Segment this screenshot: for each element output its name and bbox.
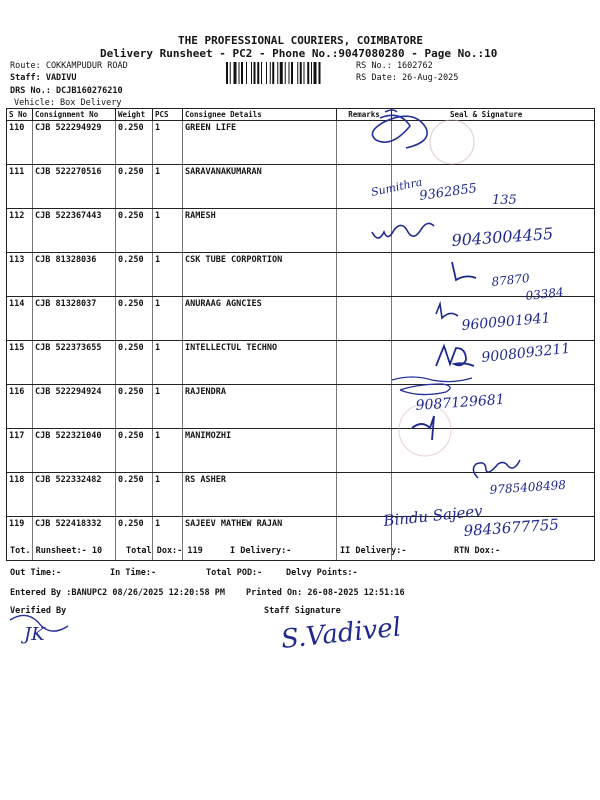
- col-sno: S No: [7, 109, 33, 121]
- row-sno: 119: [7, 517, 33, 561]
- row-remarks: [337, 121, 392, 165]
- barcode-bar: [272, 62, 274, 84]
- table-row: [7, 165, 595, 209]
- row-consignment: CJB 522373655: [33, 341, 116, 385]
- table-row: [7, 297, 595, 341]
- row-weight: 0.250: [116, 297, 153, 341]
- barcode-bar: [277, 62, 278, 84]
- hw-r111-phone: 9362855: [418, 181, 478, 204]
- row-consignee: GREEN LIFE: [183, 121, 337, 165]
- barcode-bar: [300, 62, 302, 84]
- rtn-dox: RTN Dox:-: [454, 546, 501, 556]
- row-consignee: RAJENDRA: [183, 385, 337, 429]
- row-seal-signature: [392, 473, 595, 517]
- row-remarks: [337, 253, 392, 297]
- table-row: [7, 253, 595, 297]
- hw-r113-numbers2: 03384: [524, 285, 565, 303]
- row-pcs: 1: [153, 429, 183, 473]
- company-title: THE PROFESSIONAL COURIERS, COIMBATORE: [178, 34, 424, 47]
- row-consignee: ANURAAG AGNCIES: [183, 297, 337, 341]
- row-sno: 113: [7, 253, 33, 297]
- barcode-bar: [257, 62, 259, 84]
- row-seal-signature: [392, 209, 595, 253]
- row-weight: 0.250: [116, 517, 153, 561]
- row-weight: 0.250: [116, 253, 153, 297]
- col-signature: Seal & Signature: [392, 109, 595, 121]
- row-consignee: RS ASHER: [183, 473, 337, 517]
- row-sno: 111: [7, 165, 33, 209]
- hw-r112-phone: 9043004455: [450, 223, 554, 250]
- row-consignment: CJB 522321040: [33, 429, 116, 473]
- row-pcs: 1: [153, 165, 183, 209]
- barcode-bar: [270, 62, 271, 84]
- row-remarks: [337, 341, 392, 385]
- row-consignment: CJB 81328036: [33, 253, 116, 297]
- barcode-bar: [285, 62, 286, 84]
- barcode-bar: [254, 62, 256, 84]
- barcode-bar: [280, 62, 283, 84]
- barcode-bar: [261, 62, 262, 84]
- barcode-bar: [307, 62, 309, 84]
- table-header-row: [7, 109, 595, 121]
- tot-runsheet: Tot. Runsheet:- 10: [10, 546, 103, 556]
- verified-signature-ink: JK: [24, 624, 45, 645]
- row-pcs: 1: [153, 253, 183, 297]
- row-consignment: CJB 522294924: [33, 385, 116, 429]
- row-sno: 118: [7, 473, 33, 517]
- total-dox: Total Dox:- 119: [126, 546, 203, 556]
- row-remarks: [337, 165, 392, 209]
- total-pod: Total POD:-: [206, 568, 263, 578]
- row-consignment: CJB 522294929: [33, 121, 116, 165]
- barcode-bar: [239, 62, 240, 84]
- row-consignee: INTELLECTUL TECHNO: [183, 341, 337, 385]
- barcode-bar: [226, 62, 228, 84]
- barcode-bar: [251, 62, 252, 84]
- barcode-bar: [234, 62, 237, 84]
- row-weight: 0.250: [116, 121, 153, 165]
- row-consignment: CJB 522332482: [33, 473, 116, 517]
- staff-signature-label: Staff Signature: [264, 606, 341, 616]
- row-pcs: 1: [153, 385, 183, 429]
- row-weight: 0.250: [116, 341, 153, 385]
- row-weight: 0.250: [116, 473, 153, 517]
- row-weight: 0.250: [116, 385, 153, 429]
- barcode-bar: [297, 62, 298, 84]
- col-consignee: Consignee Details: [183, 109, 337, 121]
- barcode-bar: [304, 62, 305, 84]
- barcode-bar: [266, 62, 267, 84]
- row-consignee: CSK TUBE CORPORTION: [183, 253, 337, 297]
- table-row: [7, 385, 595, 429]
- row-pcs: 1: [153, 341, 183, 385]
- barcode-bar: [230, 62, 231, 84]
- hw-r118-phone: 9785408498: [489, 477, 567, 497]
- row-consignee: SARAVANAKUMARAN: [183, 165, 337, 209]
- row-seal-signature: [392, 429, 595, 473]
- row-remarks: [337, 297, 392, 341]
- row-sno: 117: [7, 429, 33, 473]
- row-consignment: CJB 522367443: [33, 209, 116, 253]
- row-seal-signature: [392, 297, 595, 341]
- row-remarks: [337, 429, 392, 473]
- row-remarks: [337, 209, 392, 253]
- rs-number: RS No.: 1602762: [356, 61, 433, 71]
- staff-signature-ink: S.Vadivel: [279, 612, 403, 655]
- col-pcs: PCS: [153, 109, 183, 121]
- table-row: [7, 341, 595, 385]
- ii-delivery: II Delivery:-: [340, 546, 407, 556]
- hw-r119-name: Bindu Sajeev: [382, 501, 484, 530]
- table-row: [7, 429, 595, 473]
- row-seal-signature: [392, 165, 595, 209]
- runsheet-subtitle: Delivery Runsheet - PC2 - Phone No.:9047080280 - Page No.:10: [100, 47, 498, 60]
- table-row: [7, 121, 595, 165]
- in-time: In Time:-: [110, 568, 157, 578]
- row-consignment: CJB 522418332: [33, 517, 116, 561]
- row-sno: 114: [7, 297, 33, 341]
- hw-r111-extra: 135: [492, 193, 517, 208]
- hw-r114-phone: 9600901941: [460, 310, 552, 334]
- row-seal-signature: [392, 121, 595, 165]
- row-pcs: 1: [153, 517, 183, 561]
- route-label: Route: COKKAMPUDUR ROAD: [10, 61, 128, 71]
- col-consignment: Consignment No: [33, 109, 116, 121]
- i-delivery: I Delivery:-: [230, 546, 292, 556]
- barcode-bar: [246, 62, 247, 84]
- row-sno: 112: [7, 209, 33, 253]
- printed-on: Printed On: 26-08-2025 12:51:16: [246, 588, 405, 598]
- row-pcs: 1: [153, 297, 183, 341]
- row-weight: 0.250: [116, 209, 153, 253]
- col-remarks: Remarks: [337, 109, 392, 121]
- table-row: [7, 209, 595, 253]
- barcode-bar: [314, 62, 317, 84]
- hw-r119-phone: 9843677755: [463, 515, 560, 540]
- row-consignment: CJB 81328037: [33, 297, 116, 341]
- row-sno: 110: [7, 121, 33, 165]
- row-weight: 0.250: [116, 429, 153, 473]
- barcode-bar: [319, 62, 321, 84]
- staff-label: Staff: VADIVU: [10, 73, 77, 83]
- out-time: Out Time:-: [10, 568, 62, 578]
- rs-date: RS Date: 26-Aug-2025: [356, 73, 459, 83]
- row-seal-signature: [392, 341, 595, 385]
- row-sno: 116: [7, 385, 33, 429]
- row-remarks: [337, 473, 392, 517]
- table-row: [7, 473, 595, 517]
- vehicle-label: Vehicle: Box Delivery: [14, 98, 122, 108]
- delvy-points: Delvy Points:-: [286, 568, 358, 578]
- row-pcs: 1: [153, 473, 183, 517]
- row-sno: 115: [7, 341, 33, 385]
- row-pcs: 1: [153, 121, 183, 165]
- row-seal-signature: [392, 385, 595, 429]
- verified-by-label: Verified By: [10, 606, 67, 616]
- signature-scribble: [10, 615, 68, 631]
- drs-number: DRS No.: DCJB160276210: [10, 86, 123, 96]
- row-weight: 0.250: [116, 165, 153, 209]
- barcode-bar: [311, 62, 312, 84]
- row-consignee: MANIMOZHI: [183, 429, 337, 473]
- row-consignee: RAMESH: [183, 209, 337, 253]
- col-weight: Weight: [116, 109, 153, 121]
- row-pcs: 1: [153, 209, 183, 253]
- runsheet-table: [6, 108, 595, 561]
- hw-r113-numbers: 87870: [490, 271, 531, 289]
- hw-r111-name: Sumithra: [369, 175, 424, 199]
- entered-by: Entered By :BANUPC2 08/26/2025 12:20:58 PM: [10, 588, 225, 598]
- hw-r116-phone: 9087129681: [415, 391, 506, 414]
- barcode-icon: [226, 62, 350, 84]
- row-seal-signature: [392, 253, 595, 297]
- row-consignee: SAJEEV MATHEW RAJAN: [183, 517, 337, 561]
- barcode-bar: [289, 62, 290, 84]
- hw-r115-phone: 9008093211: [480, 340, 572, 366]
- barcode-bar: [241, 62, 243, 84]
- row-consignment: CJB 522270516: [33, 165, 116, 209]
- barcode-bar: [291, 62, 293, 84]
- row-remarks: [337, 385, 392, 429]
